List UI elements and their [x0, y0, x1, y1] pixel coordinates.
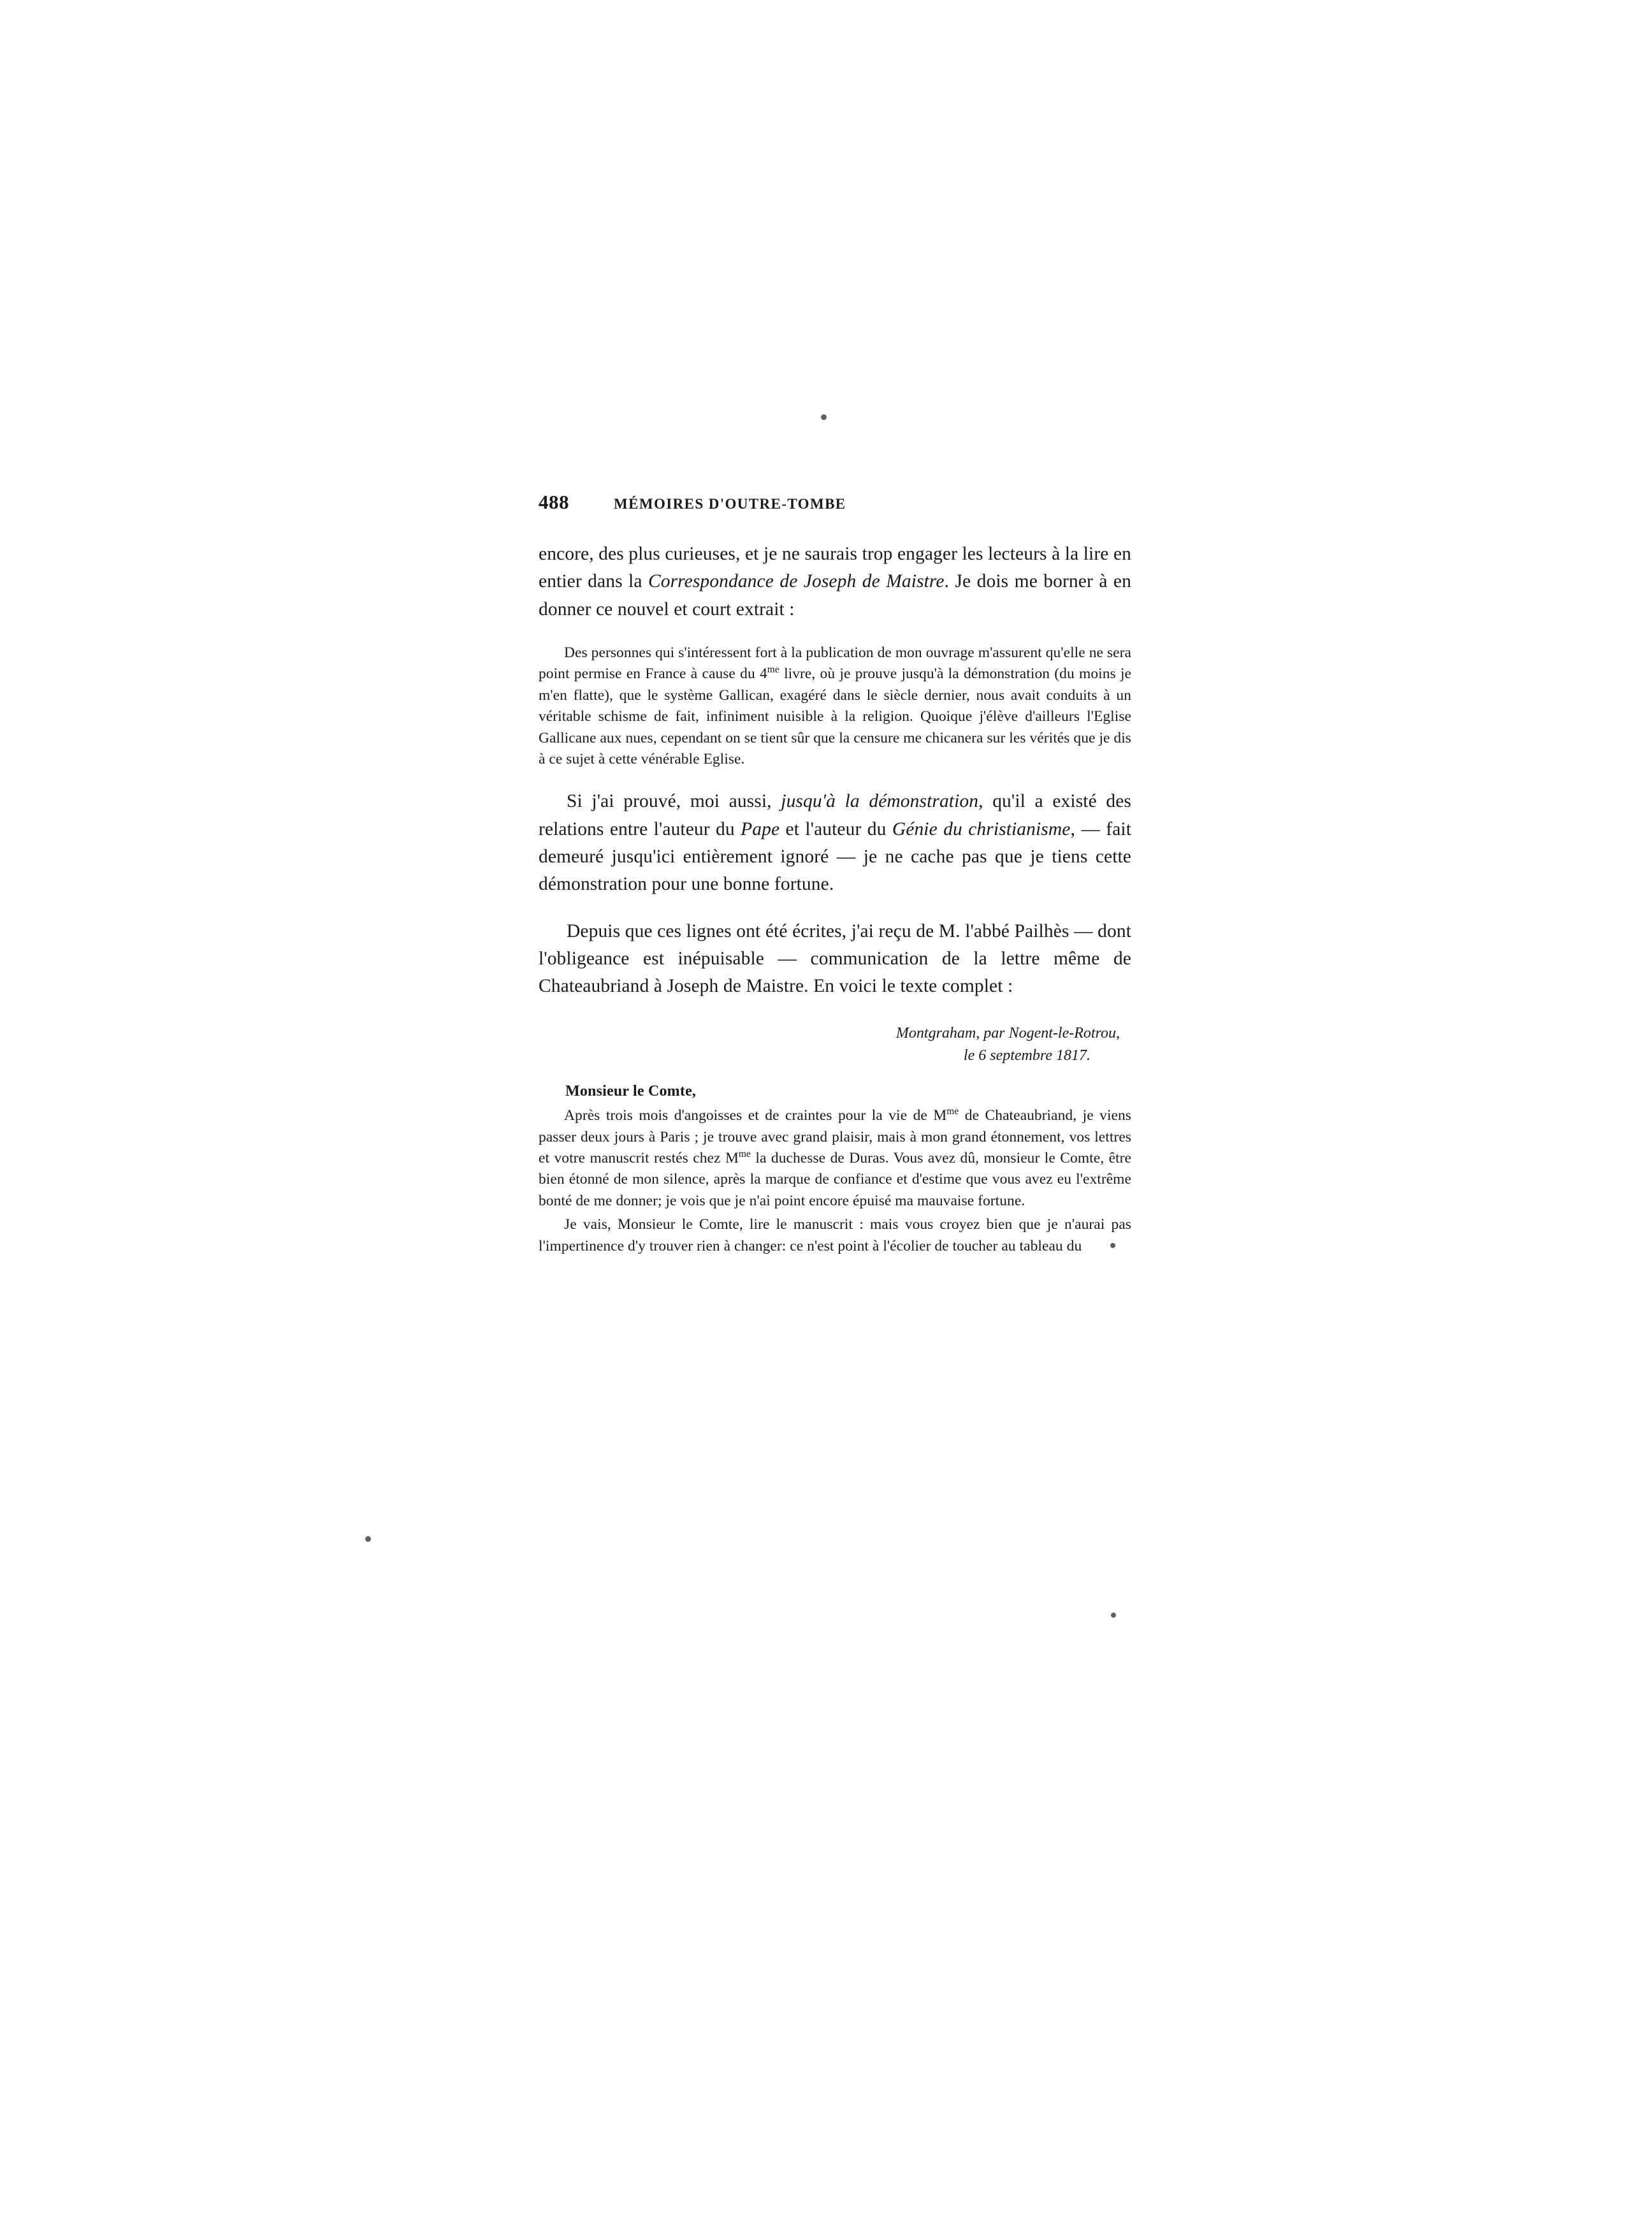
- paragraph-2-a: Si j'ai prouvé, moi aussi,: [567, 791, 781, 812]
- page-content: [539, 491, 1131, 1275]
- paragraph-1-italic-title: Correspondance de Joseph de Maistre: [648, 571, 945, 592]
- paragraph-1: [539, 541, 1131, 623]
- letter-paragraph-1: Après trois mois d'angoisses et de craintes pour la vie de $M^{me}$ de Chateaubriand, je viens passer deux jours à Paris ; je trouve avec grand plaisir, mais à mon grand étonnement, vos lettres et votre manuscrit restés chez $M^{me}$ la duchesse de Duras. Vous avez dû, monsieur le Comte, être bien étonné de mon silence, après la marque de confiance et d'estime que vous avez eu l'extrême bonté de me donner; je vois que je n'ai point encore épuisé ma mauvaise fortune.: [539, 1106, 1131, 1209]
- paragraph-1-text-end: . Je dois me borner à en donner ce nouvel et court extrait :: [539, 571, 1131, 620]
- paragraph-2-b: , qu'il a existé des relations entre l'auteur du: [539, 791, 1132, 839]
- paragraph-2: [539, 788, 1131, 898]
- paragraph-3: Depuis que ces lignes ont été écrites, j'ai reçu de M. l'abbé Pailhès — dont l'obligeance est inépuisable — communication de la lettre même de Chateaubriand à Joseph de Maistre. En voici le texte complet :: [539, 920, 1131, 997]
- paragraph-2-italic-1: jusqu'à la démonstration: [781, 791, 979, 812]
- letter-paragraph-2: Je vais, Monsieur le Comte, lire le manuscrit : mais vous croyez bien que je n'aurai pas l'impertinence d'y trouver rien à changer: ce n'est point à l'écolier de toucher au tableau du: [539, 1216, 1131, 1254]
- letter-date-line: le 6 septembre 1817.: [963, 1047, 1090, 1064]
- running-head: [539, 491, 1131, 514]
- scan-speck: [365, 1536, 371, 1542]
- paragraph-2-d: , — fait demeuré jusqu'ici entièrement ignoré — je ne cache pas que je tiens cette démonstration pour une bonne fortune.: [539, 818, 1132, 895]
- page-number: 488: [539, 491, 569, 513]
- paragraph-1-text: encore, des plus curieuses, et je ne saurais trop engager les lecteurs à la lire en entier dans la: [539, 544, 1131, 592]
- paragraph-2-italic-2: Pape: [741, 818, 780, 839]
- scan-speck: [1111, 1613, 1116, 1618]
- running-head-title: MÉMOIRES D'OUTRE-TOMBE: [614, 496, 846, 512]
- scan-speck: [821, 414, 827, 420]
- letter-datestamp: [539, 1022, 1131, 1067]
- letter-place-line: Montgraham, par Nogent-le-Rotrou,: [895, 1024, 1120, 1042]
- letter-salutation: Monsieur le Comte,: [565, 1083, 697, 1100]
- paragraph-2-c: et l'auteur du: [779, 818, 892, 839]
- paragraph-2-italic-3: Génie du christianisme: [892, 818, 1071, 839]
- extract-quote-1: Des personnes qui s'intéressent fort à la publication de mon ouvrage m'assurent qu'elle ne sera point permise en France à cause du $4^{me}$ livre, où je prouve jusqu'à la démonstration (du moins je m'en flatte), que le système Gallican, exagéré dans le siècle dernier, nous avait conduits à un véritable schisme de fait, infiniment nuisible à la religion. Quoique j'élève d'ailleurs l'Eglise Gallicane aux nues, cependant on se tient sûr que la censure me chicanera sur les vérités que je dis à ce sujet à cette vénérable Eglise.: [539, 644, 1131, 767]
